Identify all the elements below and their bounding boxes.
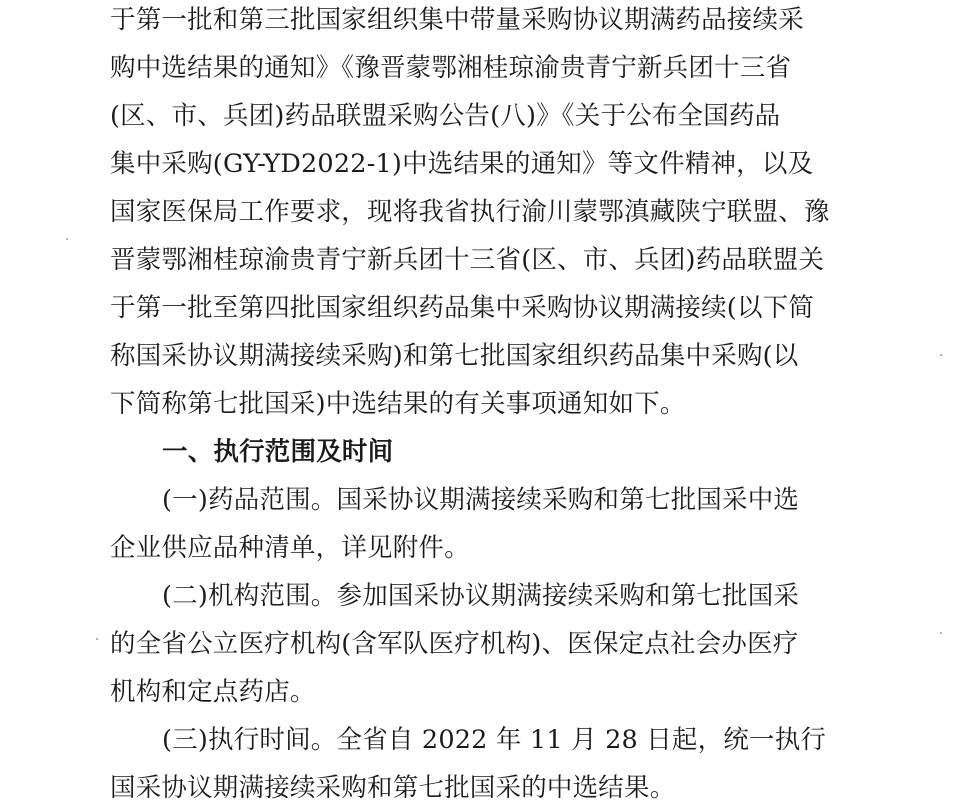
paragraph-line: 集中采购(GY-YD2022-1)中选结果的通知》等文件精神，以及	[110, 149, 814, 179]
item-line: (三)执行时间。全省自 2022 年 11 月 28 日起，统一执行	[162, 725, 827, 755]
item-line: 国采协议期满接续采购和第七批国采的中选结果。	[110, 773, 676, 803]
paragraph-line: (区、市、兵团)药品联盟采购公告(八)》《关于公布全国药品	[110, 101, 781, 131]
paragraph-line: 称国采协议期满接续采购)和第七批国家组织药品集中采购(以	[110, 341, 799, 371]
paragraph-line: 于第一批至第四批国家组织药品集中采购协议期满接续(以下简	[110, 293, 815, 323]
scan-speck	[66, 238, 68, 240]
section-heading: 一、执行范围及时间	[162, 437, 394, 467]
item-line: 企业供应品种清单，详见附件。	[110, 533, 470, 563]
item-line: 的全省公立医疗机构(含军队医疗机构)、医保定点社会办医疗	[110, 629, 799, 659]
item-line: (一)药品范围。国采协议期满接续采购和第七批国采中选	[162, 485, 800, 515]
item-line: (二)机构范围。参加国采协议期满接续采购和第七批国采	[162, 581, 800, 611]
paragraph-line: 晋蒙鄂湘桂琼渝贵青宁新兵团十三省(区、市、兵团)药品联盟关	[110, 245, 825, 275]
paragraph-line: 于第一批和第三批国家组织集中带量采购协议期满药品接续采	[110, 5, 804, 35]
paragraph-line: 购中选结果的通知》《豫晋蒙鄂湘桂琼渝贵青宁新兵团十三省	[110, 53, 792, 83]
paragraph-line: 国家医保局工作要求，现将我省执行渝川蒙鄂滇藏陕宁联盟、豫	[110, 197, 830, 227]
item-line: 机构和定点药店。	[110, 677, 316, 707]
scan-speck	[940, 354, 942, 356]
scan-speck	[96, 638, 98, 640]
paragraph-line: 下简称第七批国采)中选结果的有关事项通知如下。	[110, 389, 686, 419]
scan-speck	[940, 632, 942, 634]
